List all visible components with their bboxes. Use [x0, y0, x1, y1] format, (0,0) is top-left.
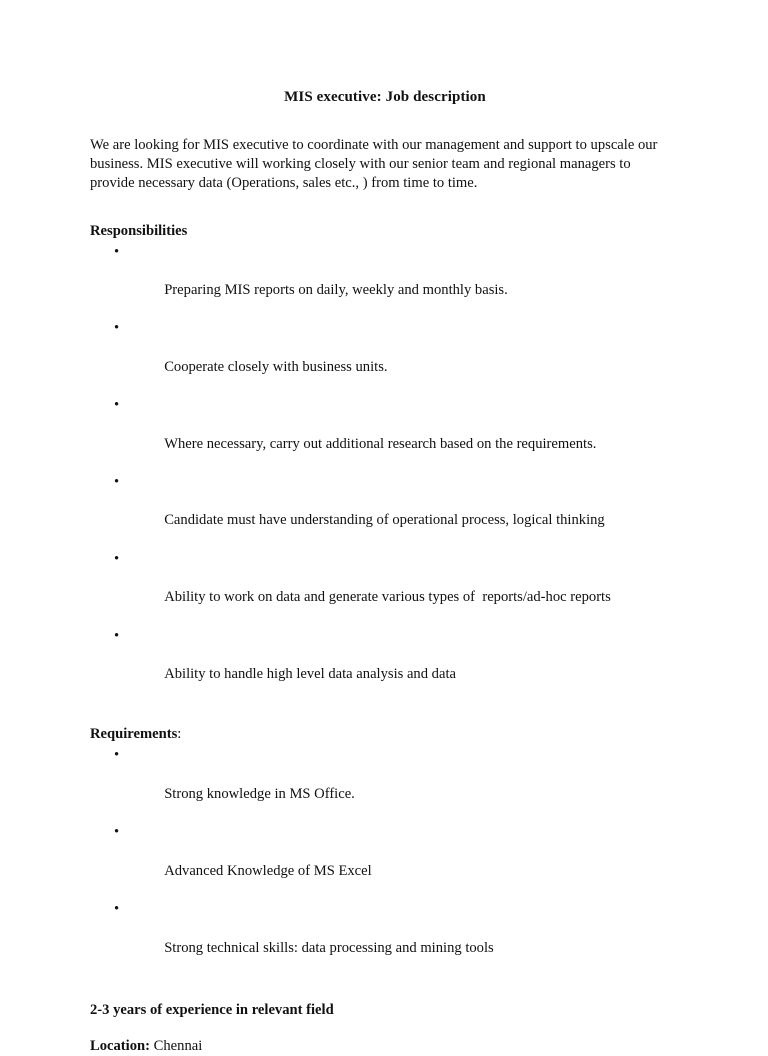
- bullet-icon: •: [114, 397, 120, 414]
- spacer: [90, 194, 674, 222]
- list-item-label: Preparing MIS reports on daily, weekly and monthly basis.: [164, 282, 508, 299]
- bullet-icon: •: [114, 550, 120, 567]
- bullet-icon: •: [114, 474, 120, 491]
- spacer: [90, 1020, 674, 1037]
- list-item: [90, 746, 674, 823]
- list-item: [90, 823, 674, 900]
- list-item-label: Strong knowledge in MS Office.: [164, 785, 355, 802]
- spacer: [90, 977, 674, 1001]
- bullet-icon: •: [114, 901, 120, 918]
- bullet-icon: •: [114, 824, 120, 841]
- requirements-list: [90, 746, 674, 976]
- location-value: Chennai: [150, 1037, 203, 1054]
- list-item-label: Strong technical skills: data processing and mining tools: [164, 939, 494, 956]
- bullet-icon: •: [114, 243, 120, 260]
- spacer: [90, 703, 674, 725]
- requirements-heading-colon: :: [177, 726, 182, 743]
- requirements-heading: [90, 725, 674, 744]
- list-item-label: Where necessary, carry out additional research based on the requirements.: [164, 435, 597, 452]
- location-line: [90, 1037, 674, 1056]
- list-item: [90, 319, 674, 396]
- page-title: MIS executive: Job description: [284, 89, 486, 105]
- list-item-label: Candidate must have understanding of operational process, logical thinking: [164, 512, 605, 529]
- document-content: [90, 88, 674, 1056]
- list-item: [90, 396, 674, 473]
- bullet-icon: •: [114, 320, 120, 337]
- list-item: [90, 243, 674, 320]
- responsibilities-heading: Responsibilities: [90, 222, 188, 239]
- list-item: [90, 473, 674, 550]
- list-item-label: Ability to work on data and generate various types of reports/ad-hoc reports: [164, 589, 611, 606]
- list-item-label: Advanced Knowledge of MS Excel: [164, 862, 372, 879]
- experience-statement: 2-3 years of experience in relevant field: [90, 1001, 334, 1018]
- list-item: [90, 900, 674, 977]
- list-item: [90, 550, 674, 627]
- list-item-label: Cooperate closely with business units.: [164, 358, 388, 375]
- requirements-heading-label: Requirements: [90, 726, 178, 743]
- bullet-icon: •: [114, 627, 120, 644]
- intro-paragraph: We are looking for MIS executive to coordinate with our management and support to upscale our business. MIS executive will working closely with our senior team and regional managers to provide necessary data (Operations, sales etc., ) from time to time.: [90, 137, 658, 192]
- list-item-label: Ability to handle high level data analysis and data: [164, 666, 456, 683]
- list-item: [90, 627, 674, 704]
- location-label: Location:: [90, 1037, 150, 1054]
- bullet-icon: •: [114, 747, 120, 764]
- responsibilities-list: [90, 243, 674, 704]
